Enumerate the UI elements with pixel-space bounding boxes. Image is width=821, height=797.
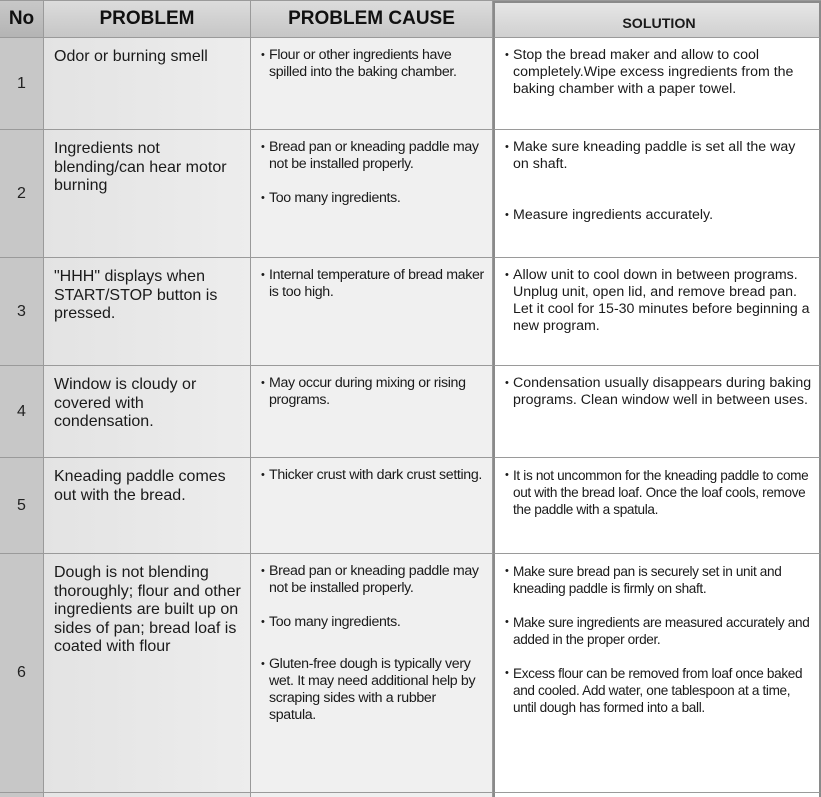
solution-cell	[493, 258, 821, 366]
cause-cell	[251, 554, 493, 793]
problem-cell: "HHH" displays when START/STOP button is pressed.	[44, 258, 251, 366]
solution-item: • Measure ingredients accurately.	[505, 207, 813, 224]
header-no: No	[0, 1, 44, 38]
solution-item: • Allow unit to cool down in between programs. Unplug unit, open lid, and remove bread pan. Let it cool for 15-30 minutes before beginning a new program.	[505, 267, 813, 335]
solution-item: • Condensation usually disappears during baking programs. Clean window well in between uses.	[505, 375, 813, 409]
cause-cell	[251, 458, 493, 554]
header-solution: SOLUTION	[493, 1, 821, 38]
cause-cell	[251, 38, 493, 130]
solution-item: • Make sure kneading paddle is set all the way on shaft.	[505, 139, 813, 173]
row-number: 1	[0, 38, 44, 130]
solution-cell	[493, 38, 821, 130]
problem-cell: Dough is not blending thoroughly; flour and other ingredients are built up on sides of pan; bread loaf is coated with flour	[44, 554, 251, 793]
cause-item: • Too many ingredients.	[261, 614, 486, 631]
solution-item: • Make sure bread pan is securely set in unit and kneading paddle is firmly on shaft.	[505, 563, 813, 597]
solution-item: • Stop the bread maker and allow to cool completely.Wipe excess ingredients from the baking chamber with a paper towel.	[505, 47, 813, 98]
solution-item: • It is not uncommon for the kneading paddle to come out with the bread loaf. Once the loaf cools, remove the paddle with a spatula.	[505, 467, 813, 518]
solution-item: • Excess flour can be removed from loaf once baked and cooled. Add water, one tablespoon at a time, until dough has formed into a ball.	[505, 665, 813, 716]
cause-cell	[251, 130, 493, 258]
header-problem: PROBLEM	[44, 1, 251, 38]
cause-item: • Too many ingredients.	[261, 190, 486, 207]
problem-cell: Ingredients not blending/can hear motor burning	[44, 130, 251, 258]
cause-cell	[251, 366, 493, 458]
cause-item: • Bread pan or kneading paddle may not be installed properly.	[261, 563, 486, 597]
problem-cell: Kneading paddle comes out with the bread.	[44, 458, 251, 554]
cause-item: • Bread pan or kneading paddle may not be installed properly.	[261, 139, 486, 173]
row-number: 5	[0, 458, 44, 554]
problem-cell: Odor or burning smell	[44, 38, 251, 130]
row-number: 6	[0, 554, 44, 793]
cause-item: • Gluten-free dough is typically very wet. It may need additional help by scraping sides with a rubber spatula.	[261, 656, 486, 724]
cause-item: • Thicker crust with dark crust setting.	[261, 467, 486, 484]
solution-cell	[493, 458, 821, 554]
problem-cell: Window is cloudy or covered with condensation.	[44, 366, 251, 458]
header-problem-cause: PROBLEM CAUSE	[251, 1, 493, 38]
table-continuation	[251, 793, 493, 797]
row-number: 3	[0, 258, 44, 366]
cause-item: • Flour or other ingredients have spilled into the baking chamber.	[261, 47, 486, 81]
table-continuation	[0, 793, 44, 797]
cause-cell	[251, 258, 493, 366]
solution-cell	[493, 554, 821, 793]
cause-item: • May occur during mixing or rising programs.	[261, 375, 486, 409]
cause-item: • Internal temperature of bread maker is too high.	[261, 267, 486, 301]
table-continuation	[44, 793, 251, 797]
solution-cell	[493, 130, 821, 258]
table-continuation	[493, 793, 821, 797]
solution-item: • Make sure ingredients are measured accurately and added in the proper order.	[505, 614, 813, 648]
row-number: 2	[0, 130, 44, 258]
row-number: 4	[0, 366, 44, 458]
solution-cell	[493, 366, 821, 458]
